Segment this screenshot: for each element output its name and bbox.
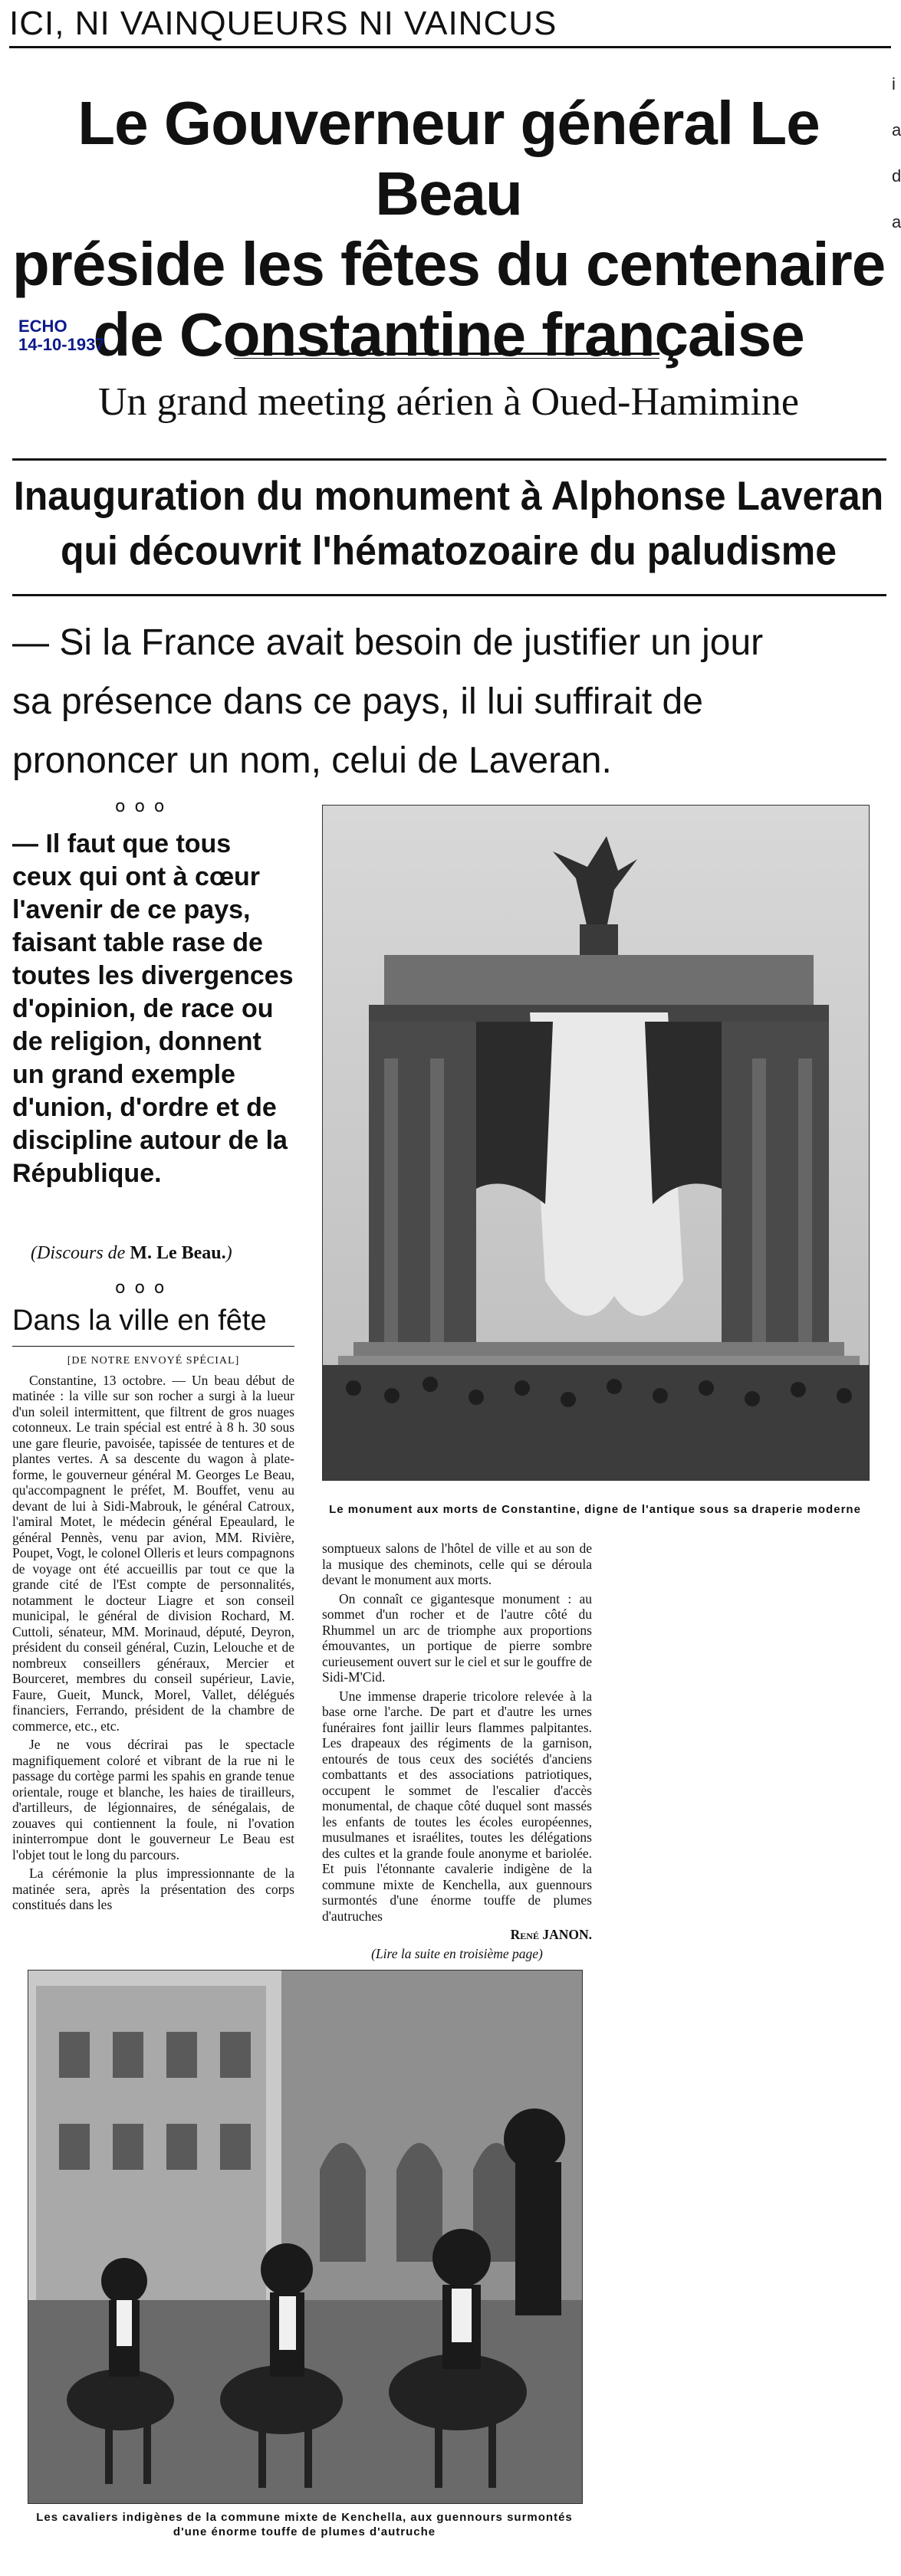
monument-aux-morts-photo [322,805,870,1481]
signature: René JANON. [510,1927,592,1942]
cavaliers-photo-caption: Les cavaliers indigènes de la commune mixte de Kenchella, aux guennours surmontés d'une énorme touffe de plumes d'autruche [36,2511,573,2538]
ornament: ooo [115,797,174,816]
divider [234,353,659,355]
divider [234,358,659,359]
quote-line-2: sa présence dans ce pays, il lui suffirait de [12,681,703,722]
cavaliers-illustration [28,1971,582,2503]
subhead-laveran-line-2: qui découvrit l'hématozoaire du paludisme [60,528,837,574]
archive-stamp [18,317,105,354]
dateline: [DE NOTRE ENVOYÉ SPÉCIAL] [67,1355,240,1367]
article-column-2 [322,1541,592,1970]
headline-line-1: Le Gouverneur général Le Beau [77,89,820,228]
divider [12,458,886,461]
subhead-laveran-line-1: Inauguration du monument à Alphonse Laveran [13,473,884,519]
article-paragraph: On connaît ce gigantesque monument : au sommet d'un rocher et de l'autre côté du Rhummel un arc de triomphe aux proportions émouvantes, un portique de pierre sombre curieusement ouvert sur le ciel et sur le gouffre de Sidi-M'Cid. [322,1590,592,1685]
article-paragraph: somptueux salons de l'hôtel de ville et au son de la musique des cheminots, celle qui se déroula devant le monument aux morts. [322,1541,592,1587]
article-column-1 [12,1354,294,1982]
laveran-quote [12,613,886,790]
article-paragraph: Constantine, 13 octobre. — Un beau début de matinée : la ville sur son rocher a surgi à la lueur d'un soleil intermittent, que filtrent de gros nuages cotonneux. Le train spécial est entré à 8 h. 30 sous une gare fleurie, pavoisée, tapissée de tentures et de plantes vertes. A sa descente du wagon à plate-forme, le gouverneur général M. Georges Le Beau, qu'accompagnent le préfet, M. Bouffet, venu au devant de lui à Sidi-Mabrouk, le général Catroux, l'amiral Motet, le médecin général Epeaulard, le général Pennès, venu par avion, MM. Rivière, Poupet, Vogt, le colonel Olleris et leurs compagnons de voyage ont été accueillis par tout ce que la grande cité de l'Est compte de personnalités, notamment le docteur Liagre et son conseil municipal, le général de division Rochard, M. Cuttoli, sénateur, MM. Morinaud, député, Deyron, président du conseil général, Cuzin, Lelouche et de nombreux conseillers généraux, Mercier et Bourceret, membres du conseil supérieur, Lavie, Faure, Gueit, Munck, Morel, Vallet, délégués financiers, Ferrando, président de la chambre de commerce, etc., etc. [12,1372,294,1734]
lead-attribution [31,1243,307,1264]
article-paragraph: Je ne vous décrirai pas le spectacle magnifiquement coloré et vibrant de la rue ni le passage du cortège parmi les spahis en grande tenue orientale, rouge et blanche, les haies de tirailleurs, d'artilleurs, de légionnaires, de sénégalais, de zouaves qui contiennent la foule, ni l'ovation ininterrompue dont le gouverneur Le Beau est l'objet tout le long du parcours. [12,1737,294,1862]
lead-statement: — Il faut que tous ceux qui ont à cœur l'avenir de ce pays, faisant table rase de toutes les divergences d'opinion, de race ou de religion, donnent un grand exemple d'union, d'ordre et de discipline autour de la République. [12,829,294,1188]
adjacent-column-fragment: i a d a [892,74,901,231]
attribution-prefix: (Discours de [31,1243,126,1263]
article-paragraph: La cérémonie la plus impressionnante de la matinée sera, après la présentation des corps constitués dans les [12,1866,294,1912]
ornament: ooo [115,1278,174,1298]
divider [12,594,886,596]
monument-photo-caption: Le monument aux morts de Constantine, digne de l'antique sous sa draperie moderne [329,1503,861,1516]
attribution-name: M. Le Beau. [130,1243,226,1263]
headline-line-2: préside les fêtes du centenaire [12,230,886,298]
subhead-meeting: Un grand meeting aérien à Oued-Hamimine [98,380,799,424]
kicker: ICI, NI VAINQUEURS NI VAINCUS [9,5,891,48]
section-title: Dans la ville en fête [12,1304,267,1337]
cavaliers-photo [28,1970,583,2504]
subhead-laveran [8,469,889,579]
headline [8,88,889,370]
quote-line-3: prononcer un nom, celui de Laveran. [12,740,612,781]
monument-illustration [323,806,869,1480]
divider [12,1346,294,1347]
stamp-source: ECHO [18,317,67,336]
attribution-suffix: ) [225,1243,232,1263]
continuation-note: (Lire la suite en troisième page) [371,1945,543,1961]
headline-line-3: de Constantine française [93,300,804,369]
stamp-date: 14-10-1937 [18,335,105,354]
article-paragraph: Une immense draperie tricolore relevée à la base orne l'arche. De part et d'autre les urnes funéraires font jaillir leurs flammes palpitantes. Les drapeaux des régiments de la garnison, entourés de tous ceux des sociétés d'anciens combattants et des associations patriotiques, occupent le sommet de l'escalier d'accès monumental, de chaque côté duquel sont massés les enfants de toutes les écoles européennes, musulmanes et israélites, toutes les délégations des cultes et la grande foule anonyme et bariolée. Et puis l'étonnante cavalerie indigène de la commune mixte de Kenchella, aux guennours surmontés d'une énorme touffe de plumes d'autruches [322,1688,592,1924]
quote-line-1: — Si la France avait besoin de justifier un jour [12,622,764,663]
